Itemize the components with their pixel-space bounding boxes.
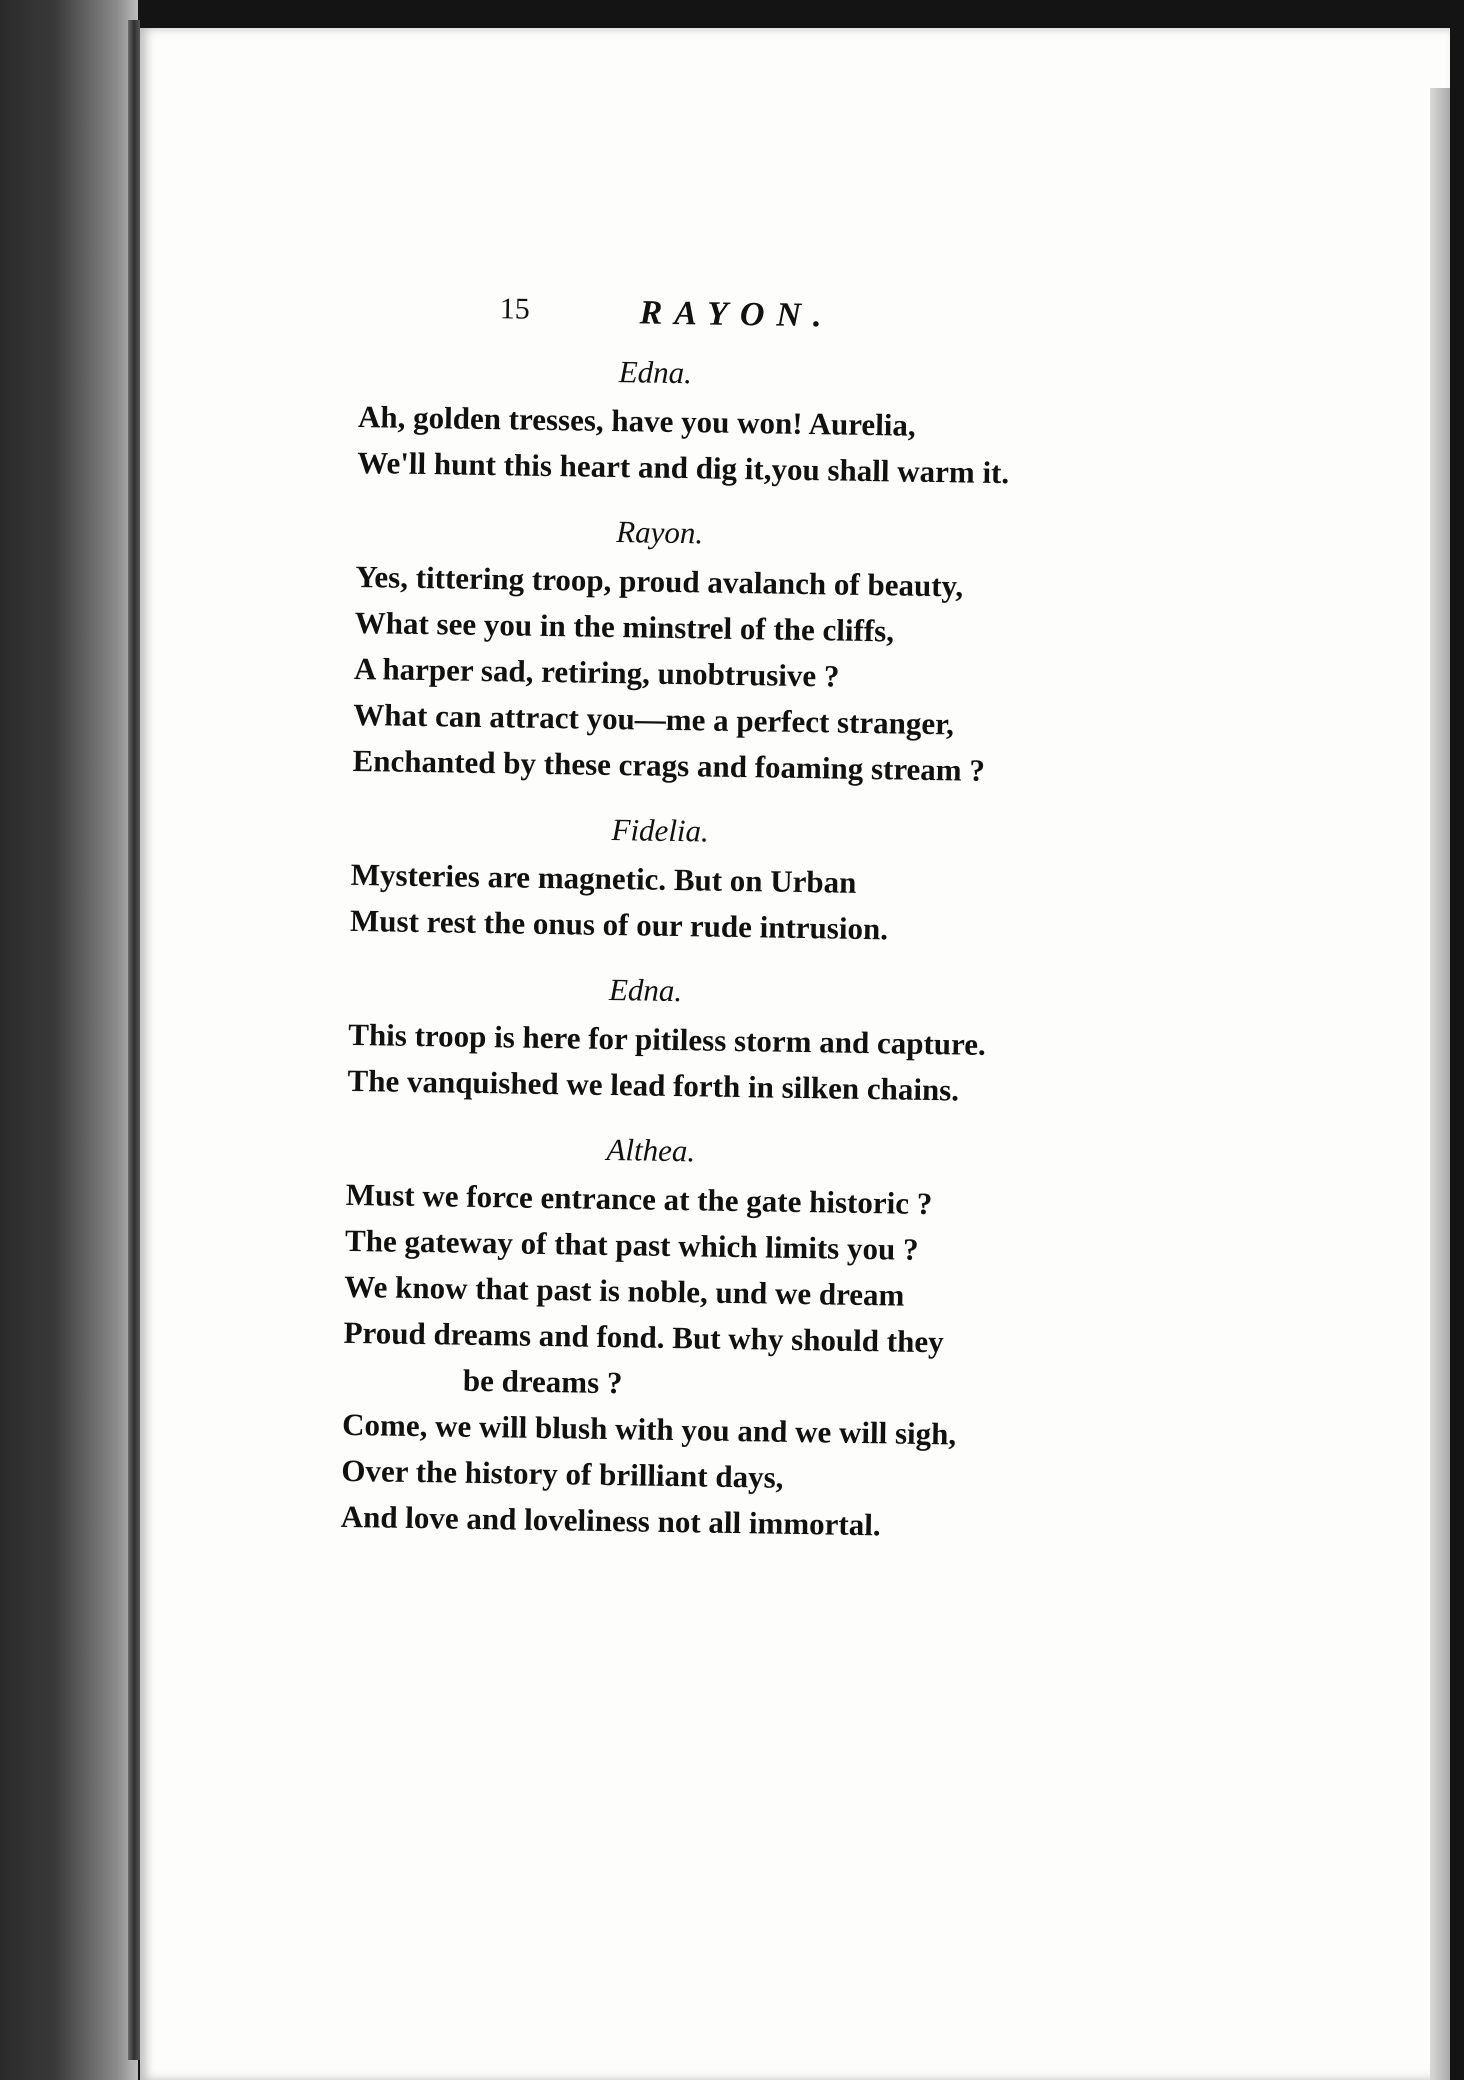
- book-spine: [128, 20, 140, 2060]
- page-title: RAYON.: [639, 294, 834, 335]
- previous-page-edge: [0, 0, 138, 2080]
- verse-line: A harper sad, retiring, unobtrusive ?: [353, 650, 840, 694]
- page-number: 15: [499, 292, 530, 326]
- verse-line: The gateway of that past which limits you ?: [344, 1222, 919, 1267]
- speaker-name: Fidelia.: [611, 812, 710, 849]
- page-text: [340, 290, 1180, 1575]
- speaker-name: Althea.: [606, 1131, 696, 1169]
- verse-line: Come, we will blush with you and we will sigh,: [341, 1406, 957, 1452]
- speaker-name: Edna.: [618, 354, 693, 391]
- passage-fidelia: [350, 806, 1172, 957]
- verse-line: We know that past is noble, und we dream: [344, 1268, 905, 1313]
- verse-line: Over the history of brilliant days,: [341, 1452, 784, 1495]
- passage-edna-2: [347, 966, 1169, 1117]
- verse-line: And love and loveliness not all immortal.: [340, 1498, 881, 1543]
- verse-line: Proud dreams and fond. But why should they: [343, 1314, 944, 1360]
- verse-line: Ah, golden tresses, have you won! Aurelia,: [357, 398, 916, 443]
- verse-line: What can attract you—me a perfect stranger,: [353, 696, 955, 742]
- verse-line: be dreams ?: [462, 1362, 623, 1401]
- verse-line: What see you in the minstrel of the cliffs,: [354, 604, 895, 649]
- verse-line: Must rest the onus of our rude intrusion.: [349, 902, 889, 947]
- verse-line: We'll hunt this heart and dig it,you shall warm it.: [357, 444, 1010, 491]
- page-edge-shadow: [1430, 88, 1450, 2080]
- verse-line: Must we force entrance at the gate historic ?: [345, 1176, 933, 1222]
- verse-line: Yes, tittering troop, proud avalanch of beauty,: [355, 558, 964, 604]
- passage-edna-1: [357, 348, 1179, 499]
- speaker-name: Edna.: [608, 972, 683, 1009]
- verse-line: This troop is here for pitiless storm and capture.: [348, 1016, 987, 1062]
- speaker-name: Rayon.: [615, 514, 704, 551]
- verse-line: Enchanted by these crags and foaming stream ?: [352, 742, 986, 788]
- passage-rayon: [352, 508, 1176, 797]
- verse-line: Mysteries are magnetic. But on Urban: [350, 856, 857, 900]
- verse-line: The vanquished we lead forth in silken chains.: [347, 1062, 960, 1108]
- passage-althea: [340, 1126, 1166, 1553]
